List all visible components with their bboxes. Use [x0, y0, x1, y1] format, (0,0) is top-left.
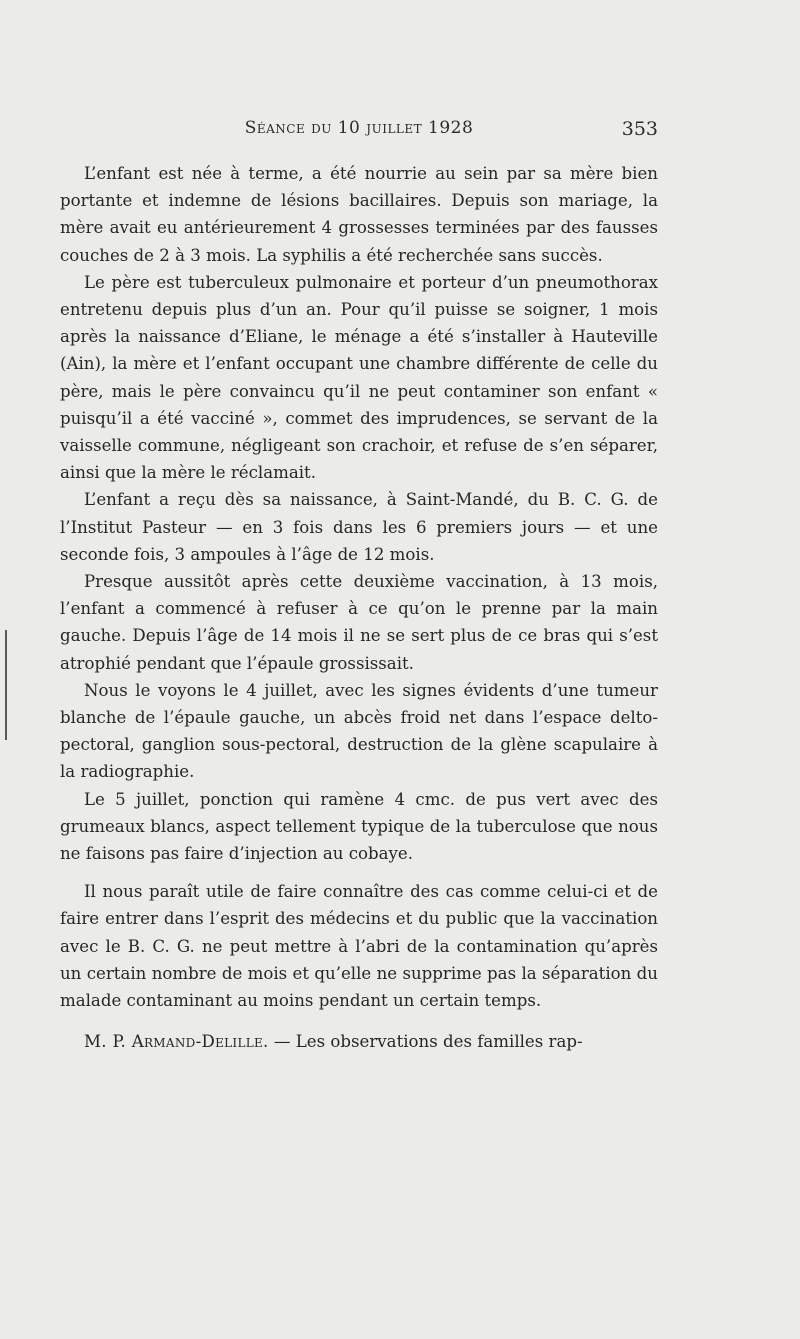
page-number: 353: [621, 118, 658, 140]
body-text: [60, 160, 658, 1056]
paragraph-puncture: Le 5 juillet, ponction qui ramène 4 cmc. de pus vert avec des grumeaux blancs, aspect tellement typique de la tuberculose que nous ne faisons pas faire d’injection au cobaye.: [60, 789, 658, 864]
paragraph-symptoms: Presque aussitôt après cette deuxième vaccination, à 13 mois, l’enfant a commencé à refuser à ce qu’on le prenne par la main gauche. Depuis l’âge de 14 mois il ne se sert plus de ce bras qui s’est atrophié pendant que l’épaule grossissait.: [60, 572, 658, 673]
running-title: Séance du 10 juillet 1928: [244, 118, 474, 138]
paragraph-closing: [60, 1028, 658, 1055]
paragraph-father: Le père est tuberculeux pulmonaire et porteur d’un pneumothorax entretenu depuis plus d’un an. Pour qu’il puisse se soigner, 1 mois après la naissance d’Eliane, le ménage a été s’installer à Hauteville (Ain), la mère et l’enfant occupant une chambre différente de celle du père, mais le père convaincu qu’il ne peut contaminer son enfant « puisqu’il a été vacciné », commet des imprudences, se servant de la vaisselle commune, négligeant son crachoir, et refuse de s’en séparer, ainsi que la mère le réclamait.: [60, 272, 658, 483]
speaker-name: M. P. Armand-Delille.: [84, 1032, 269, 1052]
paragraph-birth: L’enfant est née à terme, a été nourrie au sein par sa mère bien portante et indemne de lésions bacillaires. Depuis son mariage, la mère avait eu antérieurement 4 grossesses terminées par des fausses couches de 2 à 3 mois. La syphilis a été recherchée sans succès.: [60, 164, 658, 265]
paragraph-examination: Nous le voyons le 4 juillet, avec les signes évidents d’une tumeur blanche de l’épaule gauche, un abcès froid net dans l’espace delto-pectoral, ganglion sous-pectoral, destruction de la glène scapulaire à la radiographie.: [60, 680, 658, 782]
page-edge-shadow: [5, 630, 7, 740]
page-header: [60, 118, 658, 152]
paragraph-conclusion: Il nous paraît utile de faire connaître des cas comme celui-ci et de faire entrer dans l’esprit des médecins et du public que la vaccination avec le B. C. G. ne peut mettre à l’abri de la contamination qu’après un certain nombre de mois et qu’elle ne supprime pas la séparation du malade contaminant au moins pendant un certain temps.: [60, 882, 658, 1011]
paragraph-vaccination: L’enfant a reçu dès sa naissance, à Saint-Mandé, du B. C. G. de l’Institut Pasteur — en 3 fois dans les 6 premiers jours — et une seconde fois, 3 ampoules à l’âge de 12 mois.: [60, 490, 658, 564]
closing-text: — Les observations des familles rap-: [273, 1032, 583, 1052]
